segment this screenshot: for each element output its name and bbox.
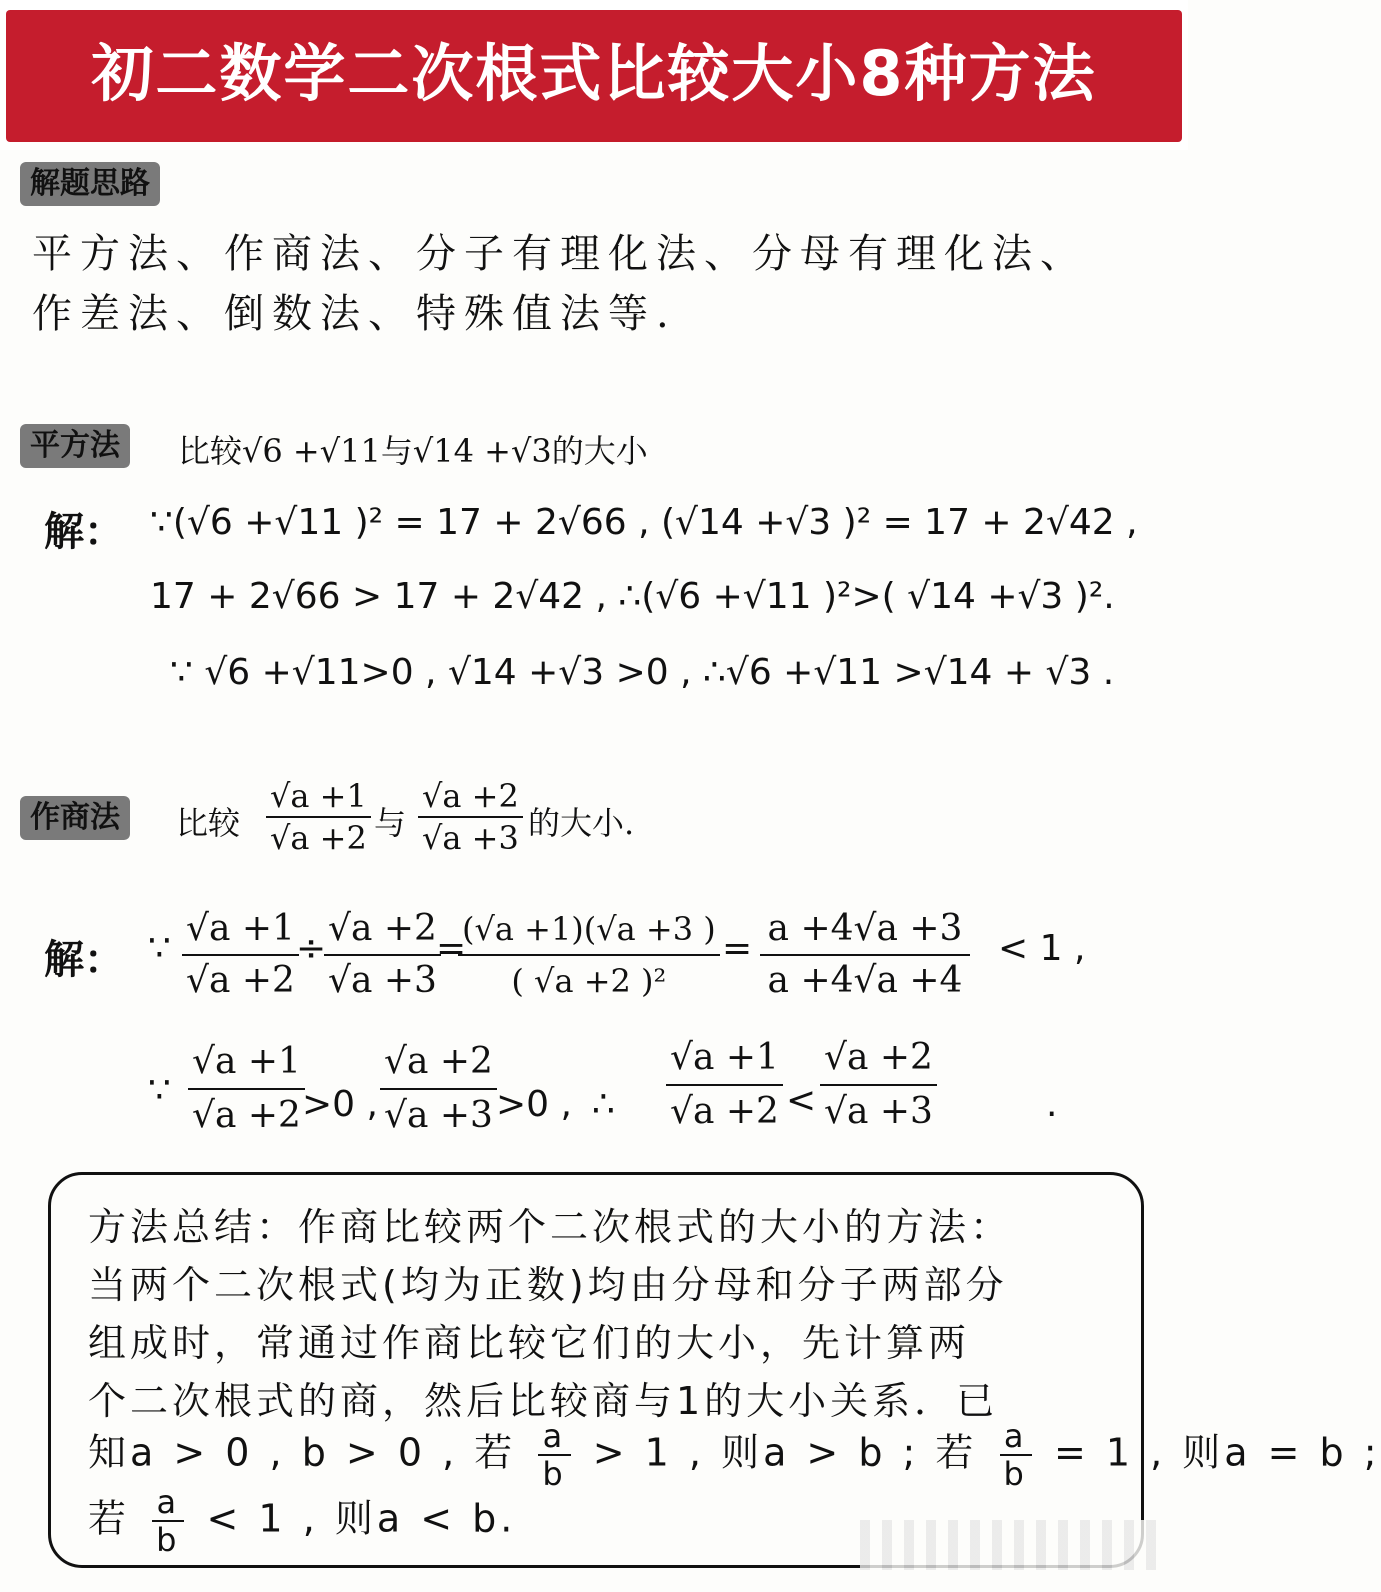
step2-fraction-3 bbox=[666, 1032, 783, 1138]
step2-period: . bbox=[1046, 1084, 1058, 1125]
step2-fraction-4-denominator: √a +3 bbox=[824, 1091, 933, 1132]
summary-line-1: 方法总结：作商比较两个二次根式的大小的方法： bbox=[88, 1205, 1013, 1249]
problem-fraction-2 bbox=[418, 776, 523, 858]
step2-fraction-2-numerator: √a +2 bbox=[380, 1036, 497, 1090]
quotient-solution-label: 解： bbox=[44, 937, 124, 983]
title-banner bbox=[0, 0, 1188, 150]
step2-fraction-1 bbox=[188, 1036, 305, 1142]
step1-fraction-2 bbox=[324, 904, 441, 1006]
quotient-step1-because: ∵ bbox=[148, 928, 171, 969]
step2-fraction-2-denominator: √a +3 bbox=[384, 1095, 493, 1136]
quotient-problem-prefix: 比较 bbox=[176, 804, 241, 842]
step2-fraction-4-numerator: √a +2 bbox=[820, 1032, 937, 1086]
step1-fraction-4-denominator: a +4√a +4 bbox=[767, 960, 963, 1001]
step2-fraction-1-numerator: √a +1 bbox=[188, 1036, 305, 1090]
step2-fraction-4 bbox=[820, 1032, 937, 1138]
step2-less-than: < bbox=[786, 1080, 817, 1121]
section-tag-square: 平方法 bbox=[20, 424, 130, 468]
summary-fraction-3-denominator: b bbox=[156, 1521, 181, 1559]
summary-line-6-part-a: 若 bbox=[88, 1496, 131, 1541]
step2-fraction-1-denominator: √a +2 bbox=[192, 1095, 301, 1136]
step1-equals-2: = bbox=[722, 928, 753, 969]
step1-fraction-3-denominator: ( √a +2 )² bbox=[511, 962, 667, 1000]
step1-fraction-3-numerator: (√a +1)(√a +3 ) bbox=[458, 904, 720, 956]
section-tag-quotient: 作商法 bbox=[20, 796, 130, 840]
step2-gt-zero-1: >0 , bbox=[302, 1084, 378, 1125]
summary-fraction-a-over-b-2 bbox=[1000, 1418, 1032, 1492]
quotient-step2-because: ∵ bbox=[148, 1070, 171, 1111]
square-step-2: 17 + 2√66 > 17 + 2√42 , ∴(√6 +√11 )²>( √14 +√3 )². bbox=[150, 576, 1115, 617]
section-tag-thinking: 解题思路 bbox=[20, 162, 160, 206]
step1-divide-sign: ÷ bbox=[296, 928, 327, 969]
step2-fraction-3-numerator: √a +1 bbox=[666, 1032, 783, 1086]
step2-therefore: ∴ bbox=[592, 1084, 615, 1125]
problem-fraction-1-numerator: √a +1 bbox=[266, 776, 371, 818]
summary-line-4: 个二次根式的商，然后比较商与1的大小关系．已 bbox=[88, 1379, 999, 1423]
square-solution-label: 解： bbox=[44, 509, 124, 555]
step2-fraction-3-denominator: √a +2 bbox=[670, 1091, 779, 1132]
summary-fraction-1-numerator: a bbox=[538, 1418, 570, 1456]
step1-fraction-1-numerator: √a +1 bbox=[182, 904, 299, 956]
quotient-problem-and: 与 bbox=[374, 804, 407, 842]
watermark-strip bbox=[860, 1520, 1160, 1570]
square-step-1: ∵(√6 +√11 )² = 17 + 2√66 , (√14 +√3 )² = 17 + 2√42 , bbox=[150, 502, 1138, 543]
summary-line-5 bbox=[88, 1418, 1381, 1492]
step1-fraction-4-numerator: a +4√a +3 bbox=[760, 904, 970, 956]
summary-line-5-part-a: 知a > 0 , b > 0 , 若 bbox=[88, 1430, 517, 1475]
step2-fraction-2 bbox=[380, 1036, 497, 1142]
summary-fraction-3-numerator: a bbox=[152, 1484, 184, 1522]
thinking-line-1: 平方法、作商法、分子有理化法、分母有理化法、 bbox=[32, 231, 1088, 277]
square-step-3: ∵ √6 +√11>0 , √14 +√3 >0 , ∴√6 +√11 >√14 + √3 . bbox=[170, 652, 1115, 693]
summary-fraction-2-numerator: a bbox=[1000, 1418, 1032, 1456]
problem-fraction-1 bbox=[266, 776, 371, 858]
step1-fraction-2-numerator: √a +2 bbox=[324, 904, 441, 956]
summary-line-2: 当两个二次根式(均为正数)均由分母和分子两部分 bbox=[88, 1263, 1008, 1307]
page-title: 初二数学二次根式比较大小8种方法 bbox=[91, 37, 1097, 110]
summary-line-6-part-b: < 1 , 则a < b. bbox=[206, 1496, 517, 1541]
thinking-line-2: 作差法、倒数法、特殊值法等. bbox=[32, 291, 677, 337]
step1-less-than-one: < 1 , bbox=[998, 928, 1086, 969]
problem-fraction-2-denominator: √a +3 bbox=[422, 819, 519, 857]
summary-fraction-a-over-b-1 bbox=[538, 1418, 570, 1492]
summary-fraction-1-denominator: b bbox=[542, 1455, 567, 1493]
step1-fraction-1 bbox=[182, 904, 299, 1006]
problem-fraction-1-denominator: √a +2 bbox=[270, 819, 367, 857]
quotient-problem-suffix: 的大小. bbox=[528, 804, 635, 842]
step2-gt-zero-2: >0 , bbox=[496, 1084, 572, 1125]
summary-line-6 bbox=[88, 1484, 516, 1558]
summary-fraction-a-over-b-3 bbox=[152, 1484, 184, 1558]
summary-line-5-part-c: = 1 , 则a = b ; bbox=[1053, 1430, 1381, 1475]
summary-line-3: 组成时，常通过作商比较它们的大小，先计算两 bbox=[88, 1321, 971, 1365]
step1-equals-1: = bbox=[436, 928, 467, 969]
square-problem: 比较√6 +√11与√14 +√3的大小 bbox=[178, 432, 648, 470]
step1-fraction-2-denominator: √a +3 bbox=[328, 960, 437, 1001]
step1-fraction-1-denominator: √a +2 bbox=[186, 960, 295, 1001]
problem-fraction-2-numerator: √a +2 bbox=[418, 776, 523, 818]
summary-line-5-part-b: > 1 , 则a > b ; 若 bbox=[592, 1430, 978, 1475]
summary-fraction-2-denominator: b bbox=[1003, 1455, 1028, 1493]
step1-fraction-4 bbox=[760, 904, 970, 1006]
step1-fraction-3 bbox=[458, 904, 720, 1006]
